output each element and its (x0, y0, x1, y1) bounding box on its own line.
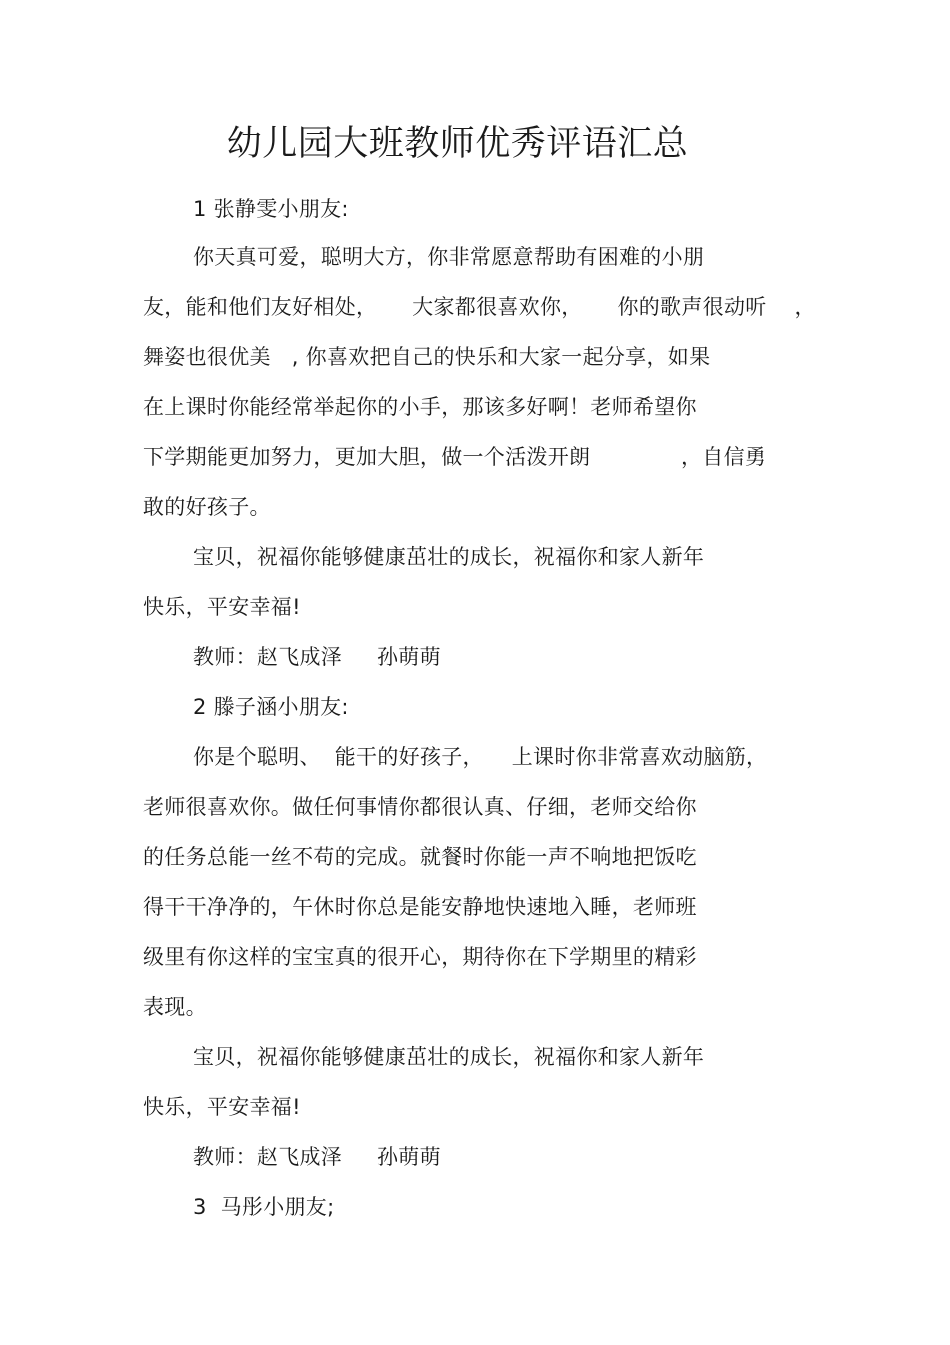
teacher-signature-line: 教师：赵飞成泽 孙萌萌 (193, 1145, 441, 1169)
blessing-line: 宝贝，祝福你能够健康茁壮的成长，祝福你和家人新年 (193, 1045, 705, 1069)
student-heading-1: 1 张静雯小朋友: (193, 197, 349, 221)
paragraph-line: 友，能和他们友好相处， 大家都很喜欢你， 你的歌声很动听 ， (143, 295, 816, 319)
paragraph-line: 在上课时你能经常举起你的小手，那该多好啊！老师希望你 (143, 395, 697, 419)
student-heading-2: 2 滕子涵小朋友: (193, 695, 349, 719)
paragraph-line: 你是个聪明、 能干的好孩子， 上课时你非常喜欢动脑筋， (193, 745, 768, 769)
paragraph-line: 的任务总能一丝不苟的完成。就餐时你能一声不响地把饭吃 (143, 845, 697, 869)
paragraph-line: 级里有你这样的宝宝真的很开心，期待你在下学期里的精彩 (143, 945, 697, 969)
paragraph-line: 你天真可爱，聪明大方，你非常愿意帮助有困难的小朋 (193, 245, 705, 269)
teacher-signature-line: 教师：赵飞成泽 孙萌萌 (193, 645, 441, 669)
paragraph-line: 下学期能更加努力，更加大胆，做一个活泼开朗 ，自信勇 (143, 445, 767, 469)
paragraph-line: 老师很喜欢你。做任何事情你都很认真、仔细，老师交给你 (143, 795, 697, 819)
paragraph-line: 得干干净净的，午休时你总是能安静地快速地入睡，老师班 (143, 895, 697, 919)
student-heading-3: 3 马彤小朋友; (193, 1195, 335, 1219)
blessing-line: 宝贝，祝福你能够健康茁壮的成长，祝福你和家人新年 (193, 545, 705, 569)
paragraph-line: 舞姿也很优美 , 你喜欢把自己的快乐和大家一起分享，如果 (143, 345, 711, 369)
paragraph-line: 敢的好孩子。 (143, 495, 271, 519)
blessing-line: 快乐，平安幸福! (143, 595, 301, 619)
paragraph-line: 表现。 (143, 995, 207, 1019)
document-title: 幼儿园大班教师优秀评语汇总 (226, 124, 689, 164)
blessing-line: 快乐，平安幸福! (143, 1095, 301, 1119)
